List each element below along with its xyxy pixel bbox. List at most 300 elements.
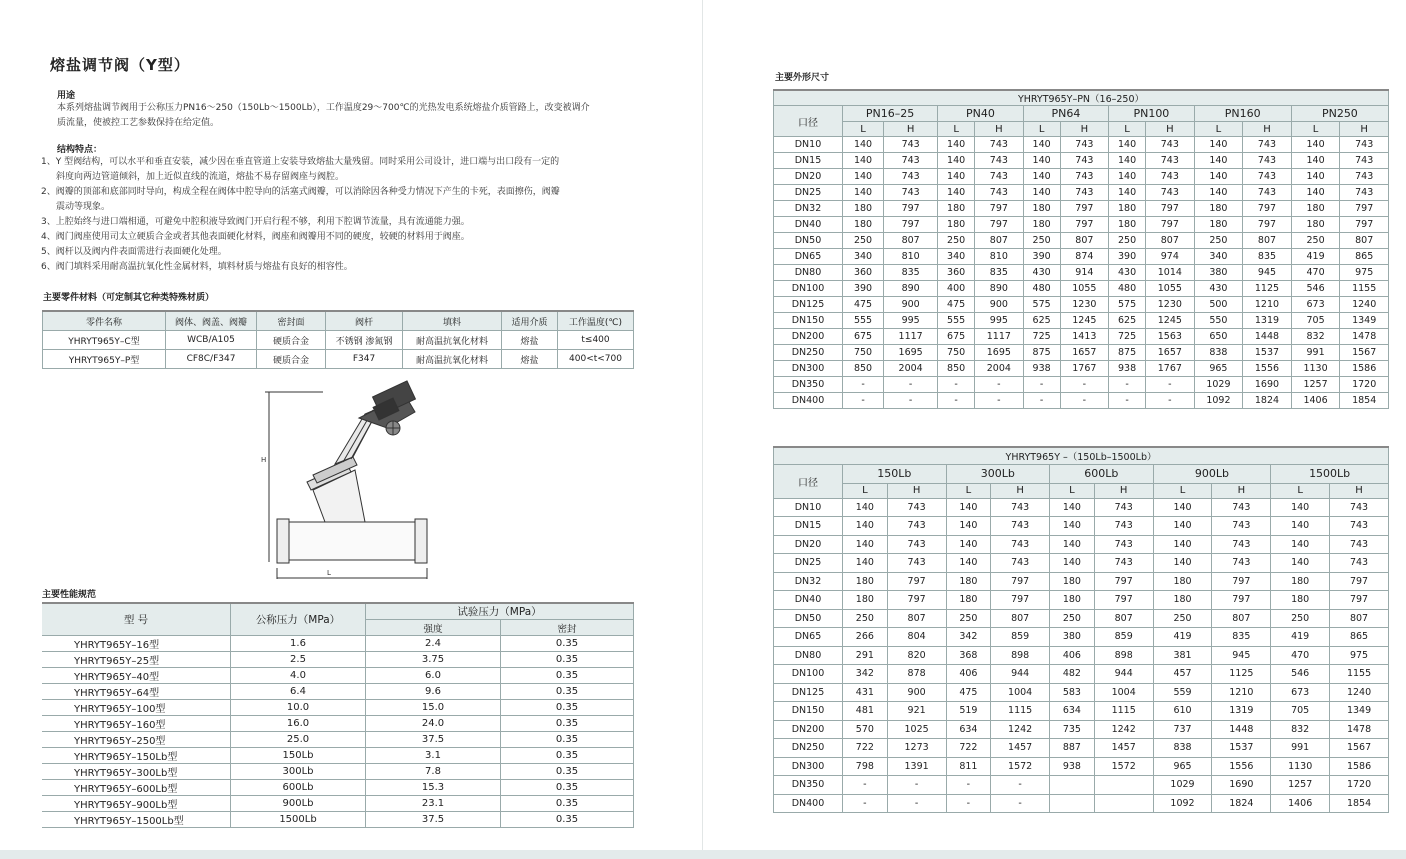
dim-cell: - [1023, 393, 1060, 409]
dim-cell: 797 [1340, 217, 1389, 233]
parts-header: 适用介质 [502, 311, 558, 331]
dim-cell: 743 [1330, 498, 1389, 517]
dim-cell: 546 [1271, 665, 1330, 684]
dim-cell: 250 [1291, 233, 1340, 249]
dim-cell: 832 [1271, 720, 1330, 739]
dim-cell: 625 [1023, 313, 1060, 329]
dim-cell [1094, 794, 1153, 813]
dim-cell: 140 [843, 554, 888, 573]
dim-size-cell: DN300 [774, 757, 843, 776]
dim-cell: 743 [975, 169, 1024, 185]
table-row [774, 185, 1389, 201]
dim-cell: 797 [1146, 217, 1195, 233]
dim-cell: 1125 [1243, 281, 1292, 297]
perf-cell: 3.75 [366, 652, 501, 668]
dim-sub-header: L [1109, 122, 1146, 137]
dim-pn-group: PN16–25 [843, 106, 938, 122]
dim-size-cell: DN10 [774, 498, 843, 517]
dim-cell: 797 [1212, 572, 1271, 591]
dim-cell: 140 [946, 554, 991, 573]
dim-cell: - [1146, 377, 1195, 393]
dim-lb-group: 600Lb [1050, 465, 1154, 484]
dim-cell: 180 [843, 201, 884, 217]
dim-cell: 180 [1109, 201, 1146, 217]
perf-cell: YHRYT965Y–64型 [42, 684, 231, 700]
dim-cell: 140 [1291, 169, 1340, 185]
dim-cell: 1720 [1340, 377, 1389, 393]
dim-sub-header: L [843, 483, 888, 498]
usage-line: 本系列熔盐调节阀用于公称压力PN16～250（150Lb～1500Lb），工作温度29～700℃的光热发电系统熔盐介质管路上，改变被调介 [57, 103, 590, 113]
dim-sub-header: H [1243, 122, 1292, 137]
dim-cell: 180 [1023, 201, 1060, 217]
dim-cell: 140 [1050, 498, 1095, 517]
dim-cell: 743 [1340, 185, 1389, 201]
parts-cell: 耐高温抗氧化材料 [403, 350, 502, 369]
perf-cell: YHRYT965Y–160型 [42, 716, 231, 732]
dim-cell: 250 [946, 609, 991, 628]
features-list [41, 155, 651, 275]
dim-size-cell: DN350 [774, 377, 843, 393]
dim-cell: 890 [884, 281, 938, 297]
dim-cell: 743 [884, 185, 938, 201]
dim-cell: 944 [991, 665, 1050, 684]
dim-cell: 140 [1153, 554, 1212, 573]
dim-cell: 180 [1109, 217, 1146, 233]
dim-cell: 938 [1023, 361, 1060, 377]
dim-cell: 797 [1212, 591, 1271, 610]
table-row [42, 668, 634, 684]
dim-cell: 250 [1050, 609, 1095, 628]
dim-cell: 1695 [884, 345, 938, 361]
dim-sub-header: H [1060, 122, 1109, 137]
dim-cell: 1242 [1094, 720, 1153, 739]
dim-cell: 810 [975, 249, 1024, 265]
dim-cell: 140 [843, 185, 884, 201]
perf-cell: 6.4 [231, 684, 366, 700]
table-row [774, 609, 1389, 628]
parts-heading: 主要零件材料（可定制其它种类特殊材质） [43, 293, 215, 303]
dim-cell: 1448 [1243, 329, 1292, 345]
dim-cell: - [1060, 393, 1109, 409]
dim-size-cell: DN15 [774, 153, 843, 169]
perf-cell: 0.35 [501, 700, 634, 716]
dim-cell: 898 [1094, 646, 1153, 665]
features-heading: 结构特点： [57, 145, 103, 155]
usage-heading: 用途 [57, 91, 76, 101]
dim-cell: 750 [938, 345, 975, 361]
table-row [774, 281, 1389, 297]
dim-cell: 180 [1271, 591, 1330, 610]
dim-sub-header: H [1212, 483, 1271, 498]
dim-cell: 743 [884, 153, 938, 169]
dim-cell: 575 [1023, 297, 1060, 313]
dim-cell: 180 [1050, 591, 1095, 610]
dim-size-cell: DN65 [774, 628, 843, 647]
dim-cell: 743 [1243, 153, 1292, 169]
perf-cell: 37.5 [366, 812, 501, 828]
dim-cell: 390 [1109, 249, 1146, 265]
parts-cell: WCB/A105 [166, 331, 257, 350]
valve-diagram [255, 380, 460, 580]
table-row [774, 153, 1389, 169]
dim-cell: 991 [1291, 345, 1340, 361]
dim-cell: - [938, 377, 975, 393]
dim-cell: 550 [1194, 313, 1243, 329]
dim-cell: 390 [1023, 249, 1060, 265]
dim-cell: - [1023, 377, 1060, 393]
dim-cell: 835 [975, 265, 1024, 281]
dim-cell: 380 [1050, 628, 1095, 647]
dim-cell: 519 [946, 702, 991, 721]
table-row [774, 345, 1389, 361]
perf-cell: YHRYT965Y–16型 [42, 636, 231, 652]
dim-cell: 140 [946, 517, 991, 536]
dim-cell: 1767 [1060, 361, 1109, 377]
dim-cell: 140 [1291, 185, 1340, 201]
table-row [42, 652, 634, 668]
perf-cell: 2.5 [231, 652, 366, 668]
dim-cell: 470 [1271, 646, 1330, 665]
dim-cell: 1115 [991, 702, 1050, 721]
dim-cell: 1572 [991, 757, 1050, 776]
dim-cell: 807 [884, 233, 938, 249]
dim-cell: 743 [1212, 517, 1271, 536]
dim-cell [1050, 776, 1095, 795]
parts-cell: YHRYT965Y–C型 [43, 331, 166, 350]
dim-cell: 1690 [1212, 776, 1271, 795]
dim-cell: 1720 [1330, 776, 1389, 795]
dim-cell: 368 [946, 646, 991, 665]
dim-cell: 140 [1050, 554, 1095, 573]
dim-cell: 180 [1023, 217, 1060, 233]
dim-cell: 1586 [1330, 757, 1389, 776]
table-row [774, 572, 1389, 591]
dim-cell: 835 [1212, 628, 1271, 647]
h-label: H [261, 456, 267, 464]
dim-cell: 250 [1023, 233, 1060, 249]
dim-cell: 250 [938, 233, 975, 249]
dim-cell: 938 [1050, 757, 1095, 776]
dim-table-pn-title: YHRYT965Y–PN（16–250） [774, 90, 1389, 106]
dim-cell: 865 [1330, 628, 1389, 647]
dim-cell: 797 [1094, 591, 1153, 610]
dim-cell: 419 [1291, 249, 1340, 265]
table-row [774, 591, 1389, 610]
dim-cell: 807 [1146, 233, 1195, 249]
perf-header-strength: 强度 [366, 620, 501, 636]
dim-cell: 797 [1340, 201, 1389, 217]
dim-cell: 743 [884, 169, 938, 185]
dim-cell: 1478 [1340, 329, 1389, 345]
dim-cell: 1125 [1212, 665, 1271, 684]
dim-cell: 1245 [1146, 313, 1195, 329]
dim-cell: 743 [1060, 185, 1109, 201]
table-row [774, 313, 1389, 329]
dim-cell: 797 [975, 217, 1024, 233]
parts-header: 密封面 [257, 311, 326, 331]
dim-cell: 965 [1194, 361, 1243, 377]
dim-cell: 634 [1050, 702, 1095, 721]
dim-size-cell: DN40 [774, 217, 843, 233]
dim-cell: 945 [1212, 646, 1271, 665]
parts-header: 零件名称 [43, 311, 166, 331]
dim-cell: 807 [1094, 609, 1153, 628]
dim-cell: 735 [1050, 720, 1095, 739]
dim-cell: 140 [1050, 535, 1095, 554]
dim-pn-body [774, 137, 1389, 409]
table-row [42, 636, 634, 652]
dim-cell: 1406 [1291, 393, 1340, 409]
dim-cell: 140 [938, 169, 975, 185]
dim-cell: 807 [1243, 233, 1292, 249]
dim-cell: 180 [938, 217, 975, 233]
dim-lb-group: 1500Lb [1271, 465, 1389, 484]
dim-cell: 743 [887, 554, 946, 573]
dim-size-cell: DN80 [774, 265, 843, 281]
dim-cell: - [938, 393, 975, 409]
feature-line: 2、阀瓣的顶部和底部同时导向，构成全程在阀体中腔导向的活塞式阀瓣，可以消除因各种受力情况下产生的卡死，表面擦伤，阀瓣 [41, 187, 560, 197]
dim-cell: 1406 [1271, 794, 1330, 813]
dim-cell: 743 [1060, 137, 1109, 153]
perf-header-model: 型 号 [42, 603, 231, 636]
table-row [774, 794, 1389, 813]
dim-cell: 340 [1194, 249, 1243, 265]
dim-cell: - [991, 776, 1050, 795]
dim-cell: - [1109, 377, 1146, 393]
perf-header-nominal: 公称压力（MPa） [231, 603, 366, 636]
dim-size-cell: DN15 [774, 517, 843, 536]
table-row [774, 646, 1389, 665]
dim-pn-group: PN40 [938, 106, 1023, 122]
parts-cell: t≤400 [558, 331, 634, 350]
dim-cell: 482 [1050, 665, 1095, 684]
dim-cell: 1657 [1060, 345, 1109, 361]
dim-cell: 140 [843, 498, 888, 517]
dim-cell: 1055 [1060, 281, 1109, 297]
dim-cell: 898 [991, 646, 1050, 665]
dim-size-cell: DN32 [774, 201, 843, 217]
dim-cell: 180 [1291, 201, 1340, 217]
parts-cell: 熔盐 [502, 350, 558, 369]
dim-cell: 250 [1271, 609, 1330, 628]
parts-cell: 硬质合金 [257, 350, 326, 369]
dim-cell: 140 [946, 498, 991, 517]
dim-cell: 406 [1050, 646, 1095, 665]
dim-cell: 140 [843, 517, 888, 536]
dim-cell: - [946, 794, 991, 813]
dim-cell: 797 [1146, 201, 1195, 217]
dim-cell: 475 [843, 297, 884, 313]
perf-cell: 0.35 [501, 684, 634, 700]
dim-cell: 705 [1291, 313, 1340, 329]
dim-cell: 705 [1271, 702, 1330, 721]
table-row [774, 517, 1389, 536]
dim-cell: 140 [1050, 517, 1095, 536]
dim-cell: 140 [1194, 169, 1243, 185]
dim-lb-group: 300Lb [946, 465, 1050, 484]
table-row [774, 249, 1389, 265]
dim-cell: 1413 [1060, 329, 1109, 345]
dim-cell: 1478 [1330, 720, 1389, 739]
table-row [774, 665, 1389, 684]
dim-cell: 140 [1109, 137, 1146, 153]
dim-cell: 1556 [1212, 757, 1271, 776]
dim-cell: 743 [1146, 169, 1195, 185]
dim-cell: 381 [1153, 646, 1212, 665]
dim-cell: - [884, 393, 938, 409]
perf-cell: 600Lb [231, 780, 366, 796]
dim-cell: 1004 [1094, 683, 1153, 702]
dim-cell: 807 [887, 609, 946, 628]
dim-cell: 835 [884, 265, 938, 281]
dim-size-cell: DN20 [774, 169, 843, 185]
table-row [42, 812, 634, 828]
dim-cell: 673 [1271, 683, 1330, 702]
dim-cell: - [946, 776, 991, 795]
dim-cell: 1349 [1340, 313, 1389, 329]
dim-cell [1094, 776, 1153, 795]
dim-cell: 180 [946, 591, 991, 610]
dim-cell: 743 [1060, 169, 1109, 185]
perf-cell: 0.35 [501, 796, 634, 812]
perf-cell: 0.35 [501, 716, 634, 732]
dim-cell: 1155 [1330, 665, 1389, 684]
perf-cell: 1.6 [231, 636, 366, 652]
dim-cell: 1014 [1146, 265, 1195, 281]
dim-cell: 743 [1212, 498, 1271, 517]
dim-cell: 675 [843, 329, 884, 345]
perf-table [42, 602, 634, 828]
dim-cell: - [975, 377, 1024, 393]
parts-cell: 耐高温抗氧化材料 [403, 331, 502, 350]
dim-cell: 1242 [991, 720, 1050, 739]
dim-cell: 1230 [1146, 297, 1195, 313]
dim-cell: 1556 [1243, 361, 1292, 377]
dim-size-cell: DN250 [774, 739, 843, 758]
dim-cell: 743 [1243, 185, 1292, 201]
dim-cell: 1537 [1212, 739, 1271, 758]
dim-pn-sub-row [774, 122, 1389, 137]
dim-cell: 743 [1340, 137, 1389, 153]
parts-cell: 硬质合金 [257, 331, 326, 350]
dim-cell: 650 [1194, 329, 1243, 345]
dim-cell: 140 [938, 153, 975, 169]
table-row [774, 720, 1389, 739]
dim-cell: 811 [946, 757, 991, 776]
dim-cell: 1690 [1243, 377, 1292, 393]
dim-cell: 1257 [1291, 377, 1340, 393]
dim-cell: 838 [1194, 345, 1243, 361]
dim-cell: 1349 [1330, 702, 1389, 721]
dim-cell: 140 [843, 169, 884, 185]
dim-cell: 797 [1060, 201, 1109, 217]
table-row [774, 702, 1389, 721]
dim-cell: 419 [1153, 628, 1212, 647]
dim-size-cell: DN150 [774, 313, 843, 329]
dim-cell: 1025 [887, 720, 946, 739]
dim-cell: 140 [1194, 185, 1243, 201]
dim-cell: 140 [1023, 137, 1060, 153]
dim-cell: 878 [887, 665, 946, 684]
bottom-strip [0, 850, 1406, 859]
dim-cell: 798 [843, 757, 888, 776]
dim-cell: 807 [1060, 233, 1109, 249]
dim-cell: 1029 [1153, 776, 1212, 795]
perf-cell: YHRYT965Y–300Lb型 [42, 764, 231, 780]
dim-cell: 797 [884, 201, 938, 217]
dim-cell: 266 [843, 628, 888, 647]
dim-cell: 938 [1109, 361, 1146, 377]
dim-cell: 875 [1023, 345, 1060, 361]
dim-cell: 555 [843, 313, 884, 329]
perf-cell: 0.35 [501, 732, 634, 748]
dim-cell: 634 [946, 720, 991, 739]
dim-cell: 475 [946, 683, 991, 702]
table-row [774, 535, 1389, 554]
dim-cell: 743 [887, 535, 946, 554]
parts-cell: F347 [326, 350, 403, 369]
table-row [42, 780, 634, 796]
dim-cell: 1155 [1340, 281, 1389, 297]
feature-line: 震动等现象。 [56, 202, 111, 212]
dim-size-cell: DN125 [774, 683, 843, 702]
feature-line: 1、Y 型阀结构，可以水平和垂直安装，减少因在垂直管道上安装导致熔盐大量残留。同时采用公司设计，进口端与出口段有一定的 [41, 157, 560, 167]
dim-lb-body [774, 498, 1389, 813]
dim-cell: 743 [991, 498, 1050, 517]
dim-cell: 1824 [1212, 794, 1271, 813]
perf-cell: 0.35 [501, 812, 634, 828]
perf-cell: 4.0 [231, 668, 366, 684]
dim-cell: 419 [1271, 628, 1330, 647]
dim-size-cell: DN32 [774, 572, 843, 591]
dim-cell: 865 [1340, 249, 1389, 265]
dim-cell: 140 [1153, 498, 1212, 517]
dim-cell: 1448 [1212, 720, 1271, 739]
dim-cell: 1004 [991, 683, 1050, 702]
dim-cell: 797 [1330, 572, 1389, 591]
dim-cell: - [975, 393, 1024, 409]
dim-cell: - [991, 794, 1050, 813]
table-row [42, 764, 634, 780]
dim-cell: 140 [843, 137, 884, 153]
dim-cell: 810 [884, 249, 938, 265]
usage-line: 质流量，使被控工艺参数保持在给定值。 [57, 118, 220, 128]
dim-cell: 743 [1146, 153, 1195, 169]
dim-cell: 1457 [991, 739, 1050, 758]
dim-cell: 180 [1153, 591, 1212, 610]
dim-cell: 250 [1109, 233, 1146, 249]
dim-cell: 675 [938, 329, 975, 345]
dim-cell: 1567 [1330, 739, 1389, 758]
dim-cell: 180 [843, 591, 888, 610]
table-row [774, 329, 1389, 345]
dim-cell: 797 [884, 217, 938, 233]
dim-cell: 797 [887, 591, 946, 610]
perf-cell: 0.35 [501, 780, 634, 796]
dim-cell: 743 [1212, 554, 1271, 573]
dim-cell: 743 [991, 517, 1050, 536]
dim-cell: 625 [1109, 313, 1146, 329]
dim-cell: 1824 [1243, 393, 1292, 409]
dim-cell: 725 [1109, 329, 1146, 345]
table-row [42, 684, 634, 700]
dim-size-cell: DN65 [774, 249, 843, 265]
dim-cell: 1240 [1330, 683, 1389, 702]
parts-cell: YHRYT965Y–P型 [43, 350, 166, 369]
dim-pn-group: PN250 [1291, 106, 1388, 122]
dim-size-cell: DN100 [774, 665, 843, 684]
dim-sub-header: H [887, 483, 946, 498]
